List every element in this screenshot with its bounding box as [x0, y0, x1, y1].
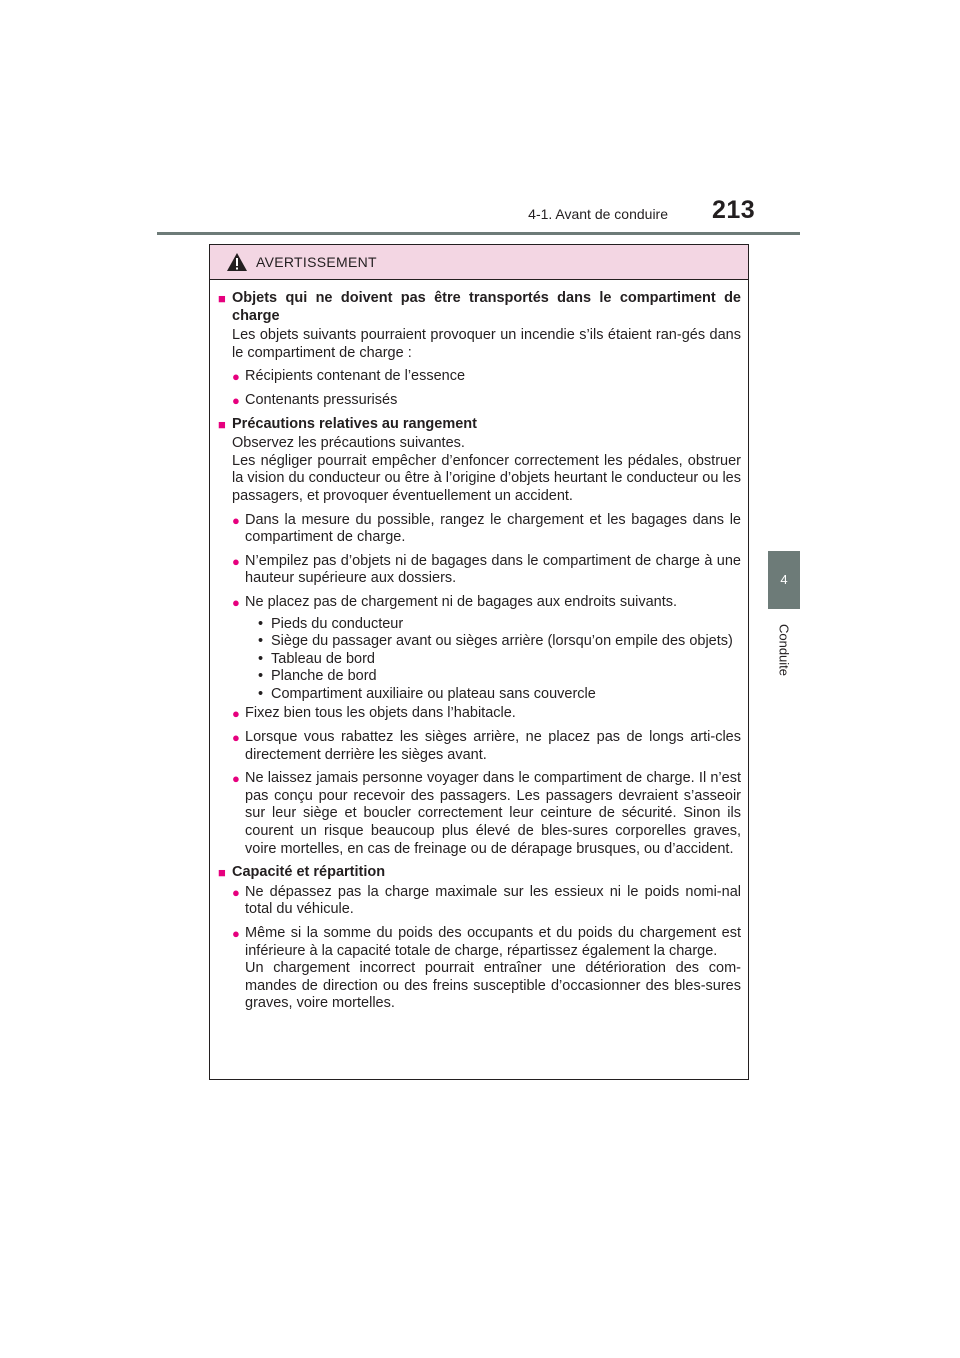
circle-bullet-icon: ● — [232, 512, 240, 528]
circle-bullet-icon: ● — [232, 553, 240, 569]
list-item: ● Dans la mesure du possible, rangez le chargement et les bagages dans le compartiment de charge. — [232, 511, 741, 546]
paragraph: Les négliger pourrait empêcher d’enfoncer correctement les pédales, obstruer la vision du conducteur ou être à l’origine d’objets heurtant le conducteur ou les passagers, et provoquer éventuellement un accident. — [232, 452, 741, 504]
circle-bullet-icon: ● — [232, 706, 240, 722]
sub-list-item: • Siège du passager avant ou sièges arrière (lorsqu’on empile des objets) — [258, 633, 733, 650]
list-item: ● Ne dépassez pas la charge maximale sur les essieux ni le poids nomi-nal total du véhicule. — [232, 883, 741, 918]
sub-list-item: • Compartiment auxiliaire ou plateau sans couvercle — [258, 685, 596, 702]
section-heading: ■ Objets qui ne doivent pas être transportés dans le compartiment de charge — [218, 290, 741, 324]
warning-title: AVERTISSEMENT — [256, 254, 377, 270]
chapter-tab: 4 — [768, 551, 800, 609]
circle-bullet-icon: ● — [232, 392, 240, 408]
square-bullet-icon: ■ — [218, 416, 226, 432]
paragraph: Observez les précautions suivantes. — [232, 435, 465, 452]
list-item: ● Fixez bien tous les objets dans l’habitacle. — [232, 705, 516, 722]
section-heading: ■ Précautions relatives au rangement — [218, 415, 477, 432]
list-item: ● Ne laissez jamais personne voyager dans le compartiment de charge. Il n’est pas conçu pour recevoir des passagers. Les passagers devraient s’asseoir sur leur siège et boucler correctement leur ceinture de sécurité. Sinon ils courent un risque beaucoup plus élevé de bles-sures corporelles graves, voire mortelles, en cas de freinage ou de dérapage brusques, ou d’accident. — [232, 770, 741, 857]
list-item: ● Lorsque vous rabattez les sièges arrière, ne placez pas de longs arti-cles directement derrière les sièges avant. — [232, 729, 741, 763]
list-item: ● N’empilez pas d’objets ni de bagages dans le compartiment de charge à une hauteur supérieure aux dossiers. — [232, 552, 741, 587]
list-item: ● Contenants pressurisés — [232, 391, 398, 408]
warning-header — [210, 245, 748, 280]
section-heading: ■ Capacité et répartition — [218, 864, 386, 881]
circle-bullet-icon: ● — [232, 926, 240, 941]
section-title: 4-1. Avant de conduire — [528, 206, 668, 222]
sub-list — [218, 616, 741, 704]
circle-bullet-icon: ● — [232, 884, 240, 900]
warning-box — [209, 244, 749, 1080]
warning-body — [210, 280, 748, 1013]
sub-list-item: • Tableau de bord — [258, 650, 375, 667]
square-bullet-icon: ■ — [218, 865, 226, 881]
list-item: ● Même si la somme du poids des occupants et du poids du chargement est inférieure à la capacité totale de charge, répartissez également la charge. Un chargement incorrect pourrait entraîner une détérioration des com-mandes de direction ou des freins susceptible d’occasionner des bles-sures graves, voire mortelles. — [232, 925, 741, 1012]
sub-list-item: • Planche de bord — [258, 668, 377, 685]
warning-triangle-icon — [226, 252, 248, 272]
paragraph: Les objets suivants pourraient provoquer un incendie s’ils étaient ran-gés dans le compartiment de charge : — [232, 327, 741, 361]
circle-bullet-icon: ● — [232, 771, 240, 787]
list-item: ● Récipients contenant de l’essence — [232, 368, 466, 385]
circle-bullet-icon: ● — [232, 594, 240, 610]
sub-list-item: • Pieds du conducteur — [258, 615, 404, 632]
chapter-label-text: Conduite — [776, 623, 792, 677]
page-number: 213 — [712, 196, 756, 224]
circle-bullet-icon: ● — [232, 369, 240, 385]
list-item: ● Ne placez pas de chargement ni de bagages aux endroits suivants. — [232, 593, 678, 610]
circle-bullet-icon: ● — [232, 730, 240, 746]
square-bullet-icon: ■ — [218, 291, 226, 306]
chapter-label — [764, 620, 804, 680]
header-rule — [157, 232, 800, 235]
